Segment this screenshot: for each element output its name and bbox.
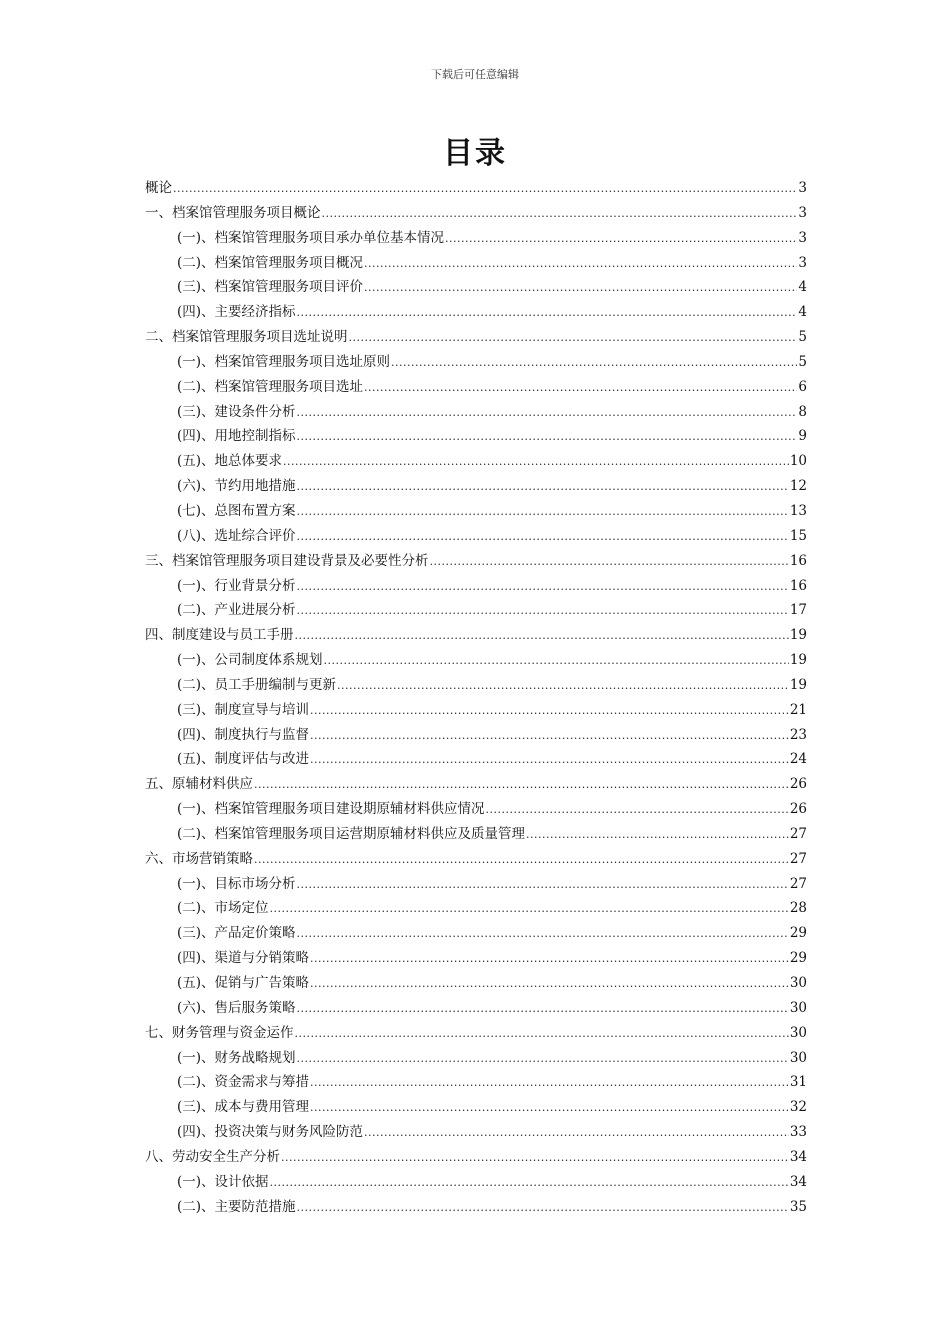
toc-entry-page: 4 <box>798 279 807 296</box>
toc-entry-label: (一)、行业背景分析 <box>177 577 296 594</box>
toc-entry-page: 23 <box>789 726 807 743</box>
dot-leader <box>430 549 789 575</box>
toc-entry-page: 30 <box>789 1024 807 1041</box>
toc-entry-label: (五)、地总体要求 <box>177 453 283 470</box>
toc-entry-page: 15 <box>789 527 807 544</box>
toc-entry[interactable] <box>145 449 807 474</box>
toc-entry[interactable] <box>145 797 807 822</box>
dot-leader <box>295 1021 789 1047</box>
header-note: 下载后可任意编辑 <box>431 68 519 81</box>
toc-entry-page: 30 <box>789 999 807 1016</box>
toc-entry-label: (二)、产业进展分析 <box>177 602 296 619</box>
dot-leader <box>310 946 789 972</box>
toc-entry[interactable] <box>145 201 807 226</box>
dot-leader <box>310 698 789 724</box>
toc-entry-page: 13 <box>789 502 807 519</box>
toc-entry-page: 19 <box>789 652 807 669</box>
dot-leader <box>297 996 789 1022</box>
dot-leader <box>297 872 789 898</box>
toc-entry-label: 七、财务管理与资金运作 <box>145 1024 294 1041</box>
toc-entry[interactable] <box>145 623 807 648</box>
toc-entry[interactable] <box>145 772 807 797</box>
dot-leader <box>295 623 789 649</box>
toc-entry-page: 9 <box>798 428 807 445</box>
toc-entry[interactable] <box>145 822 807 847</box>
toc-entry-label: (二)、市场定位 <box>177 900 269 917</box>
toc-entry[interactable] <box>145 424 807 449</box>
toc-entry-label: (一)、公司制度体系规划 <box>177 652 323 669</box>
toc-entry-page: 21 <box>789 701 807 718</box>
toc-entry-label: 三、档案馆管理服务项目建设背景及必要性分析 <box>145 552 429 569</box>
toc-entry-page: 19 <box>789 676 807 693</box>
toc-entry-label: 八、劳动安全生产分析 <box>145 1148 280 1165</box>
toc-entry[interactable] <box>145 350 807 375</box>
toc-entry-page: 31 <box>789 1074 807 1091</box>
toc-entry-label: (一)、档案馆管理服务项目选址原则 <box>177 353 391 370</box>
toc-entry-label: (一)、设计依据 <box>177 1173 269 1190</box>
dot-leader <box>270 896 789 922</box>
toc-entry-page: 26 <box>789 801 807 818</box>
toc-entry[interactable] <box>145 698 807 723</box>
dot-leader <box>254 847 789 873</box>
toc-entry-label: 六、市场营销策略 <box>145 850 253 867</box>
toc-entry[interactable] <box>145 1046 807 1071</box>
toc-entry[interactable] <box>145 847 807 872</box>
dot-leader <box>297 524 789 550</box>
toc-entry-label: (二)、员工手册编制与更新 <box>177 676 337 693</box>
dot-leader <box>297 574 789 600</box>
table-of-contents <box>145 176 807 1219</box>
toc-entry-page: 29 <box>789 925 807 942</box>
dot-leader <box>310 723 789 749</box>
dot-leader <box>173 176 797 202</box>
dot-leader <box>445 226 797 252</box>
toc-entry[interactable] <box>145 921 807 946</box>
toc-entry-page: 6 <box>798 378 807 395</box>
dot-leader <box>391 350 797 376</box>
toc-entry-page: 3 <box>798 204 807 221</box>
toc-entry[interactable] <box>145 499 807 524</box>
toc-entry[interactable] <box>145 996 807 1021</box>
toc-entry-label: (一)、目标市场分析 <box>177 875 296 892</box>
toc-entry-page: 24 <box>789 751 807 768</box>
dot-leader <box>281 1145 789 1171</box>
toc-entry[interactable] <box>145 251 807 276</box>
dot-leader <box>349 325 798 351</box>
toc-entry-page: 27 <box>789 875 807 892</box>
toc-entry-label: 概论 <box>145 180 172 196</box>
toc-entry-page: 30 <box>789 1049 807 1066</box>
dot-leader <box>297 499 789 525</box>
toc-entry[interactable] <box>145 226 807 251</box>
toc-entry-label: (三)、制度宣导与培训 <box>177 701 310 718</box>
toc-entry-label: (七)、总图布置方案 <box>177 502 296 519</box>
toc-entry[interactable] <box>145 872 807 897</box>
toc-entry[interactable] <box>145 723 807 748</box>
toc-entry-page: 28 <box>789 900 807 917</box>
toc-entry-label: (一)、档案馆管理服务项目承办单位基本情况 <box>177 229 445 246</box>
toc-entry[interactable] <box>145 1021 807 1046</box>
toc-entry-page: 27 <box>789 825 807 842</box>
toc-entry-label: (四)、主要经济指标 <box>177 304 296 321</box>
dot-leader <box>297 598 789 624</box>
toc-entry-page: 4 <box>798 304 807 321</box>
toc-entry-label: (二)、档案馆管理服务项目运营期原辅材料供应及质量管理 <box>177 825 526 842</box>
toc-entry[interactable] <box>145 1195 807 1220</box>
toc-entry[interactable] <box>145 673 807 698</box>
toc-entry-page: 12 <box>789 478 807 495</box>
toc-entry-label: 五、原辅材料供应 <box>145 776 253 793</box>
toc-title: 目录 <box>443 136 507 171</box>
dot-leader <box>254 772 789 798</box>
toc-entry[interactable] <box>145 176 807 201</box>
toc-entry-page: 34 <box>789 1148 807 1165</box>
toc-entry-page: 19 <box>789 627 807 644</box>
dot-leader <box>486 797 789 823</box>
toc-entry[interactable] <box>145 524 807 549</box>
toc-entry-label: (四)、制度执行与监督 <box>177 726 310 743</box>
toc-entry-page: 33 <box>789 1124 807 1141</box>
toc-entry[interactable] <box>145 971 807 996</box>
dot-leader <box>297 1046 789 1072</box>
dot-leader <box>297 921 789 947</box>
dot-leader <box>297 300 798 326</box>
dot-leader <box>297 1195 789 1221</box>
toc-entry-page: 30 <box>789 975 807 991</box>
toc-entry-label: (二)、主要防范措施 <box>177 1198 296 1215</box>
toc-entry-label: (四)、用地控制指标 <box>177 428 296 445</box>
toc-entry-label: (二)、档案馆管理服务项目选址 <box>177 378 364 395</box>
toc-entry-page: 35 <box>789 1198 807 1215</box>
toc-entry-page: 5 <box>798 353 807 370</box>
toc-entry-label: (三)、档案馆管理服务项目评价 <box>177 279 364 296</box>
toc-entry-label: (五)、制度评估与改进 <box>177 751 310 768</box>
toc-entry-page: 5 <box>798 329 807 346</box>
dot-leader <box>364 375 797 401</box>
toc-entry-label: (一)、财务战略规划 <box>177 1049 296 1066</box>
toc-entry-label: 二、档案馆管理服务项目选址说明 <box>145 329 348 346</box>
toc-entry-label: (八)、选址综合评价 <box>177 527 296 544</box>
toc-entry-page: 16 <box>789 552 807 569</box>
toc-entry[interactable] <box>145 946 807 971</box>
dot-leader <box>297 474 789 500</box>
toc-entry-label: (二)、资金需求与筹措 <box>177 1074 310 1091</box>
toc-entry-page: 29 <box>789 950 807 967</box>
dot-leader <box>283 449 789 475</box>
dot-leader <box>337 673 789 699</box>
dot-leader <box>526 822 789 848</box>
toc-entry[interactable] <box>145 1170 807 1195</box>
toc-entry[interactable] <box>145 300 807 325</box>
toc-entry-page: 3 <box>798 180 807 196</box>
toc-entry-label: (三)、产品定价策略 <box>177 925 296 942</box>
toc-entry[interactable] <box>145 648 807 673</box>
toc-entry-label: (六)、售后服务策略 <box>177 999 296 1016</box>
dot-leader <box>297 400 798 426</box>
toc-entry-label: (四)、渠道与分销策略 <box>177 950 310 967</box>
dot-leader <box>364 251 797 277</box>
toc-entry[interactable] <box>145 474 807 499</box>
toc-entry[interactable] <box>145 747 807 772</box>
toc-entry[interactable] <box>145 275 807 300</box>
toc-entry[interactable] <box>145 598 807 623</box>
toc-entry[interactable] <box>145 574 807 599</box>
dot-leader <box>270 1170 789 1196</box>
toc-entry-label: (三)、建设条件分析 <box>177 403 296 420</box>
toc-entry-label: (五)、促销与广告策略 <box>177 975 310 991</box>
toc-entry-page: 34 <box>789 1173 807 1190</box>
toc-entry-page: 10 <box>789 453 807 470</box>
toc-entry-page: 17 <box>789 602 807 619</box>
toc-entry-label: (四)、投资决策与财务风险防范 <box>177 1124 364 1141</box>
toc-entry-page: 16 <box>789 577 807 594</box>
toc-entry[interactable] <box>145 1070 807 1095</box>
dot-leader <box>310 1095 789 1121</box>
toc-entry-page: 3 <box>798 254 807 271</box>
toc-entry-page: 8 <box>798 403 807 420</box>
dot-leader <box>310 747 789 773</box>
toc-entry[interactable] <box>145 400 807 425</box>
toc-entry-page: 3 <box>798 229 807 246</box>
toc-entry-label: 四、制度建设与员工手册 <box>145 627 294 644</box>
dot-leader <box>310 1070 789 1096</box>
toc-entry[interactable] <box>145 1120 807 1145</box>
toc-entry-page: 27 <box>789 850 807 867</box>
toc-entry[interactable] <box>145 549 807 574</box>
toc-entry-label: (二)、档案馆管理服务项目概况 <box>177 254 364 271</box>
toc-entry-label: (三)、成本与费用管理 <box>177 1099 310 1116</box>
toc-entry[interactable] <box>145 325 807 350</box>
dot-leader <box>364 1120 789 1146</box>
toc-entry-page: 32 <box>789 1099 807 1116</box>
toc-entry[interactable] <box>145 375 807 400</box>
toc-entry[interactable] <box>145 1095 807 1120</box>
toc-entry-label: 一、档案馆管理服务项目概论 <box>145 204 321 221</box>
toc-entry-label: (六)、节约用地措施 <box>177 478 296 495</box>
dot-leader <box>297 424 798 450</box>
dot-leader <box>322 201 798 227</box>
dot-leader <box>364 275 797 301</box>
toc-entry-label: (一)、档案馆管理服务项目建设期原辅材料供应情况 <box>177 801 485 818</box>
dot-leader <box>310 971 789 997</box>
toc-entry-page: 26 <box>789 776 807 793</box>
toc-entry[interactable] <box>145 896 807 921</box>
dot-leader <box>324 648 789 674</box>
toc-entry[interactable] <box>145 1145 807 1170</box>
